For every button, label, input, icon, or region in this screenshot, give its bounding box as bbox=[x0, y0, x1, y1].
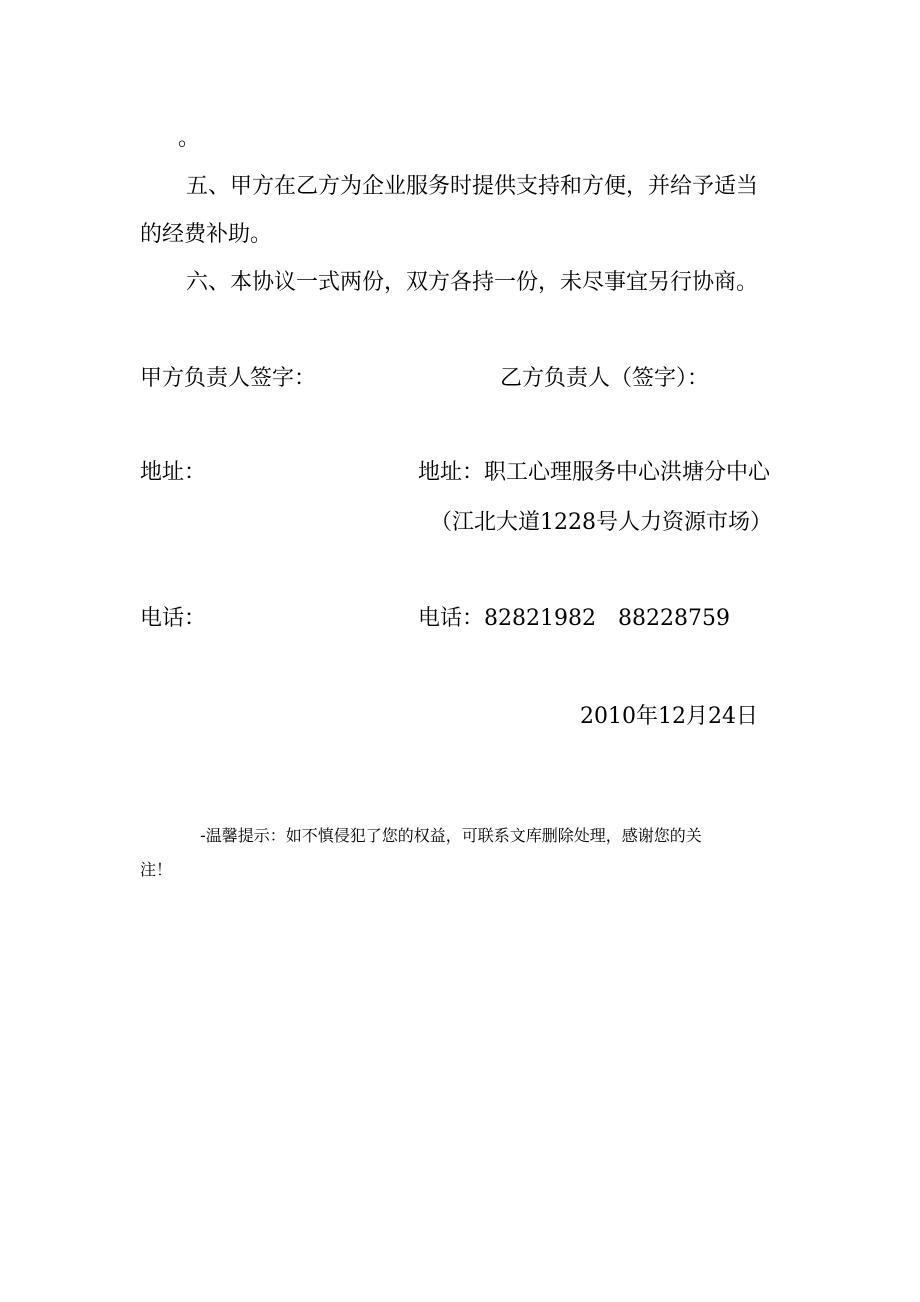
document-date: 2010年12月24日 bbox=[580, 704, 758, 729]
clause-6: 六、本协议一式两份，双方各持一份，未尽事宜另行协商。 bbox=[186, 270, 759, 295]
fragment-period: 。 bbox=[178, 126, 201, 151]
party-a-signature-label: 甲方负责人签字： bbox=[140, 366, 317, 391]
party-b-phone: 电话：82821982 88228759 bbox=[418, 606, 730, 631]
party-b-address: 地址：职工心理服务中心洪塘分中心 bbox=[418, 460, 771, 485]
clause-5-line-2: 的经费补助。 bbox=[140, 222, 273, 247]
party-b-signature-label: 乙方负责人（签字）： bbox=[500, 366, 710, 391]
notice-line-1: -温馨提示：如不慎侵犯了您的权益，可联系文库删除处理，感谢您的关 bbox=[200, 826, 702, 845]
notice-line-2: 注！ bbox=[140, 860, 173, 879]
party-b-address-detail: （江北大道1228号人力资源市场） bbox=[430, 510, 772, 535]
clause-5-line-1: 五、甲方在乙方为企业服务时提供支持和方便，并给予适当 bbox=[186, 174, 759, 199]
party-a-address-label: 地址： bbox=[140, 460, 207, 485]
party-a-phone-label: 电话： bbox=[140, 606, 207, 631]
